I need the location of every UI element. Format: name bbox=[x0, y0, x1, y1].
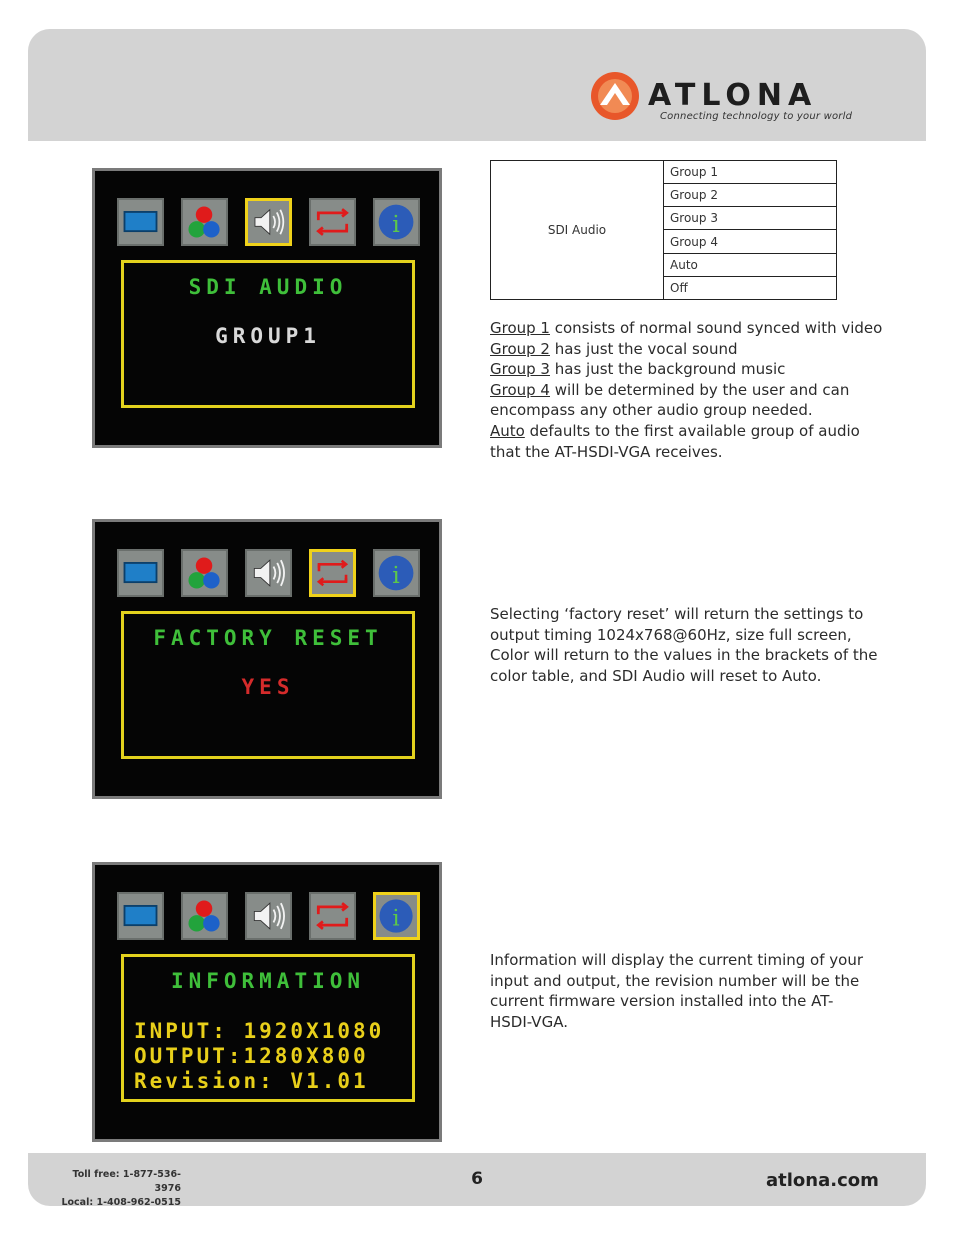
speaker-icon bbox=[245, 892, 292, 940]
osd-icon-row bbox=[109, 198, 425, 248]
note-group-3 bbox=[490, 359, 890, 380]
info-icon bbox=[373, 549, 420, 597]
sdi-audio-table bbox=[490, 160, 837, 300]
osd-panel bbox=[121, 611, 415, 759]
toll-free-number: Toll free: 1-877-536-3976 bbox=[72, 1169, 181, 1194]
table-option: Off bbox=[664, 276, 837, 299]
display-icon bbox=[117, 892, 164, 940]
osd-screen-factory-reset bbox=[92, 519, 442, 799]
note-group-1 bbox=[490, 318, 890, 339]
osd-icon-row bbox=[109, 549, 425, 599]
panel-title: FACTORY RESET bbox=[153, 626, 383, 650]
information-description: Information will display the current timing of your input and output, the revision number will be the current firmware version installed into the AT-HSDI-VGA. bbox=[490, 951, 864, 1031]
display-icon bbox=[117, 549, 164, 597]
note-term: Group 4 bbox=[490, 380, 550, 399]
osd-panel bbox=[121, 260, 415, 408]
panel-value: GROUP1 bbox=[215, 324, 321, 348]
info-icon bbox=[373, 198, 420, 246]
osd-screen-sdi-audio bbox=[92, 168, 442, 448]
table-option: Group 3 bbox=[664, 207, 837, 230]
factory-reset-description: Selecting ‘factory reset’ will return the settings to output timing 1024x768@60Hz, size full screen, Color will return to the values in the brackets of the color table, and SDI Audio will reset to Auto. bbox=[490, 605, 878, 685]
panel-title: INFORMATION bbox=[170, 969, 366, 993]
note-group-2 bbox=[490, 339, 890, 360]
note-auto bbox=[490, 421, 860, 462]
osd-screen-information bbox=[92, 862, 442, 1142]
tagline: Connecting technology to your world bbox=[660, 111, 853, 122]
color-icon bbox=[181, 198, 228, 246]
osd-icon-row bbox=[109, 892, 425, 942]
reset-icon bbox=[309, 549, 356, 597]
note-text: defaults to the first available group of audio that the AT-HSDI-VGA receives. bbox=[490, 421, 860, 461]
local-number: Local: 1-408-962-0515 bbox=[61, 1197, 181, 1208]
table-option: Group 2 bbox=[664, 184, 837, 207]
speaker-icon bbox=[245, 549, 292, 597]
page-number: 6 bbox=[471, 1169, 483, 1189]
website: atlona.com bbox=[766, 1170, 879, 1191]
info-line-revision: Revision: V1.01 bbox=[134, 1069, 369, 1093]
brand-name: ATLONA bbox=[648, 79, 818, 109]
panel-title: SDI AUDIO bbox=[188, 275, 348, 299]
color-icon bbox=[181, 549, 228, 597]
logo-wordmark bbox=[648, 79, 868, 109]
logo-mark-icon bbox=[590, 71, 640, 121]
display-icon bbox=[117, 198, 164, 246]
note-term: Group 1 bbox=[490, 319, 550, 337]
audio-notes bbox=[490, 318, 890, 462]
info-icon bbox=[373, 892, 420, 940]
info-line-output: OUTPUT:1280X800 bbox=[134, 1044, 369, 1068]
table-option: Group 1 bbox=[664, 161, 837, 184]
table-option: Auto bbox=[664, 253, 837, 276]
table-option: Group 4 bbox=[664, 230, 837, 253]
osd-panel bbox=[121, 954, 415, 1102]
contact-phones bbox=[55, 1168, 181, 1210]
note-text: will be determined by the user and can encompass any other audio group needed. bbox=[490, 380, 850, 420]
table-row-label: SDI Audio bbox=[491, 161, 664, 300]
note-term: Group 2 bbox=[490, 339, 550, 358]
note-term: Auto bbox=[490, 421, 525, 440]
note-group-4 bbox=[490, 380, 850, 421]
panel-value: YES bbox=[241, 675, 295, 699]
speaker-icon bbox=[245, 198, 292, 246]
reset-icon bbox=[309, 198, 356, 246]
note-text: consists of normal sound synced with video bbox=[549, 319, 883, 337]
note-text: has just the vocal sound bbox=[549, 339, 738, 358]
svg-text:i: i bbox=[392, 561, 400, 590]
info-line-input: INPUT: 1920X1080 bbox=[134, 1019, 385, 1043]
note-text: has just the background music bbox=[549, 360, 786, 379]
color-icon bbox=[181, 892, 228, 940]
note-term: Group 3 bbox=[490, 360, 550, 379]
svg-text:i: i bbox=[392, 905, 400, 932]
reset-icon bbox=[309, 892, 356, 940]
svg-text:i: i bbox=[392, 210, 400, 239]
